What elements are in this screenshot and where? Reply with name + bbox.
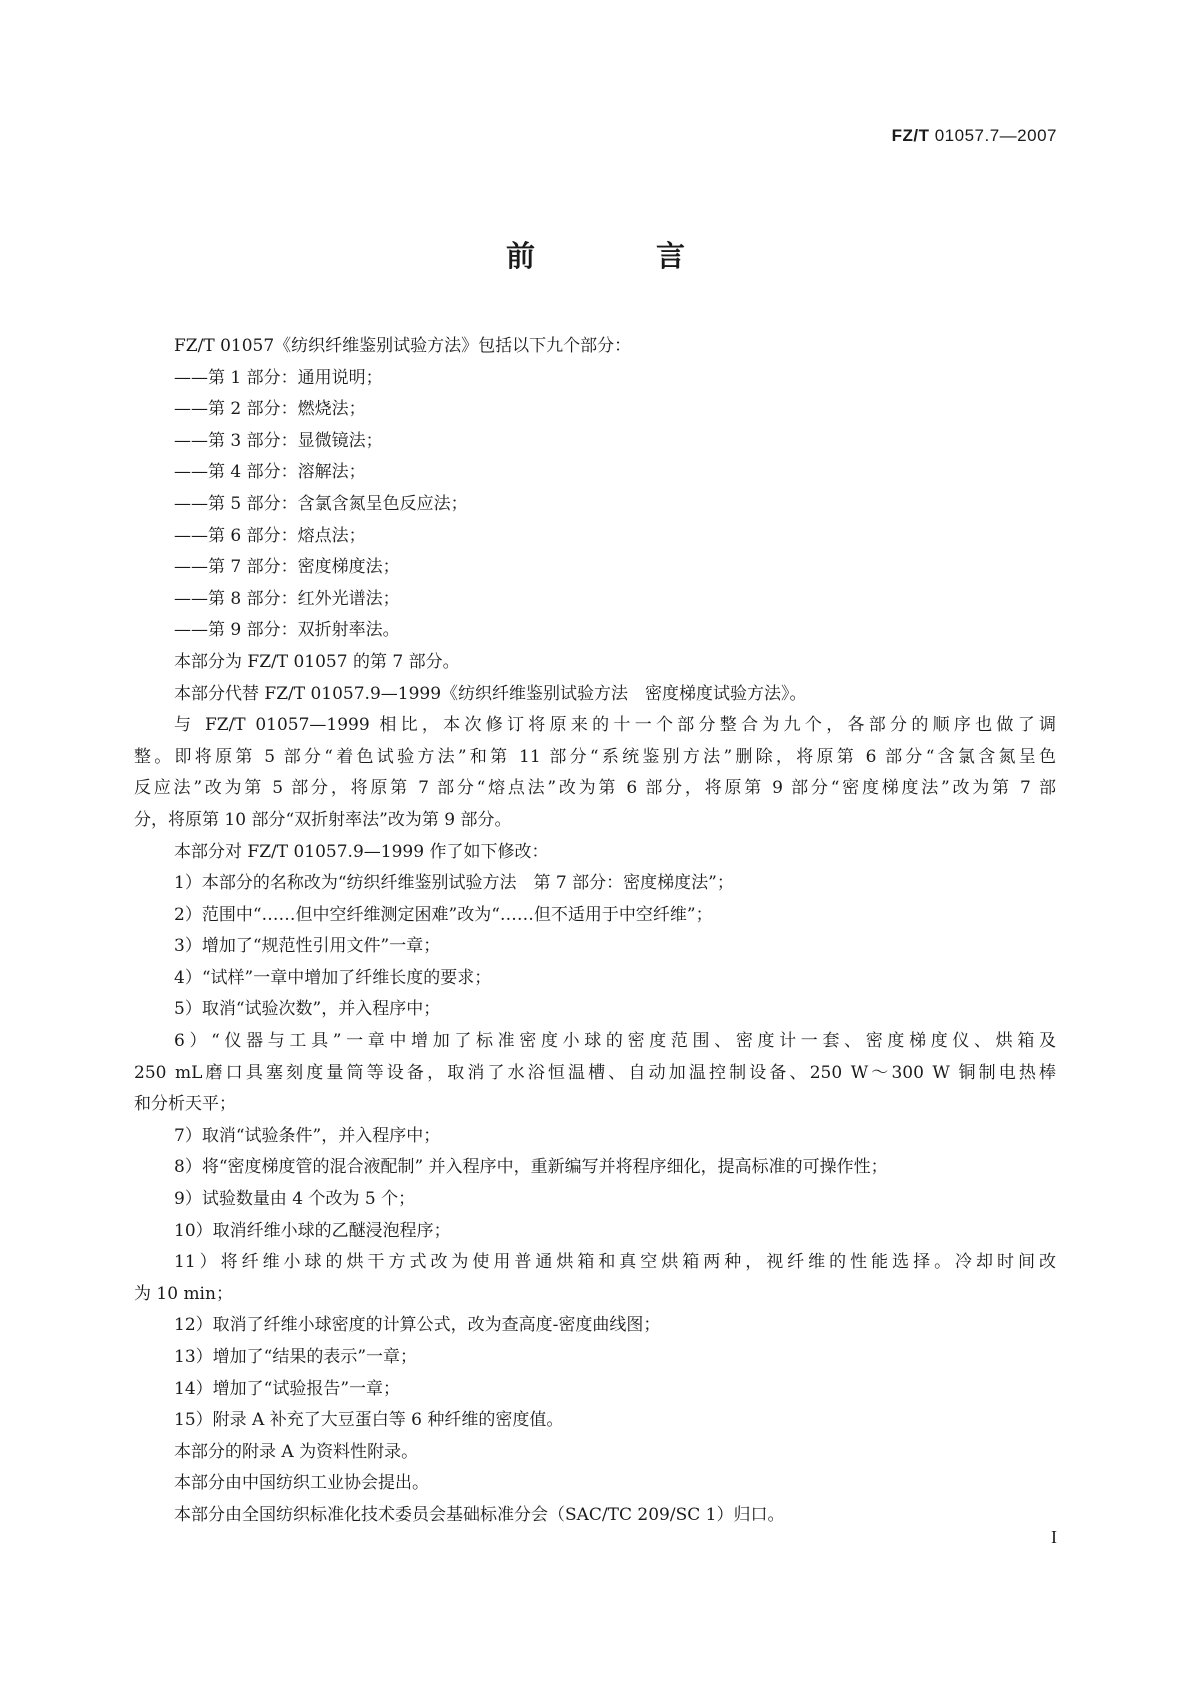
change-item: 7）取消“试验条件”，并入程序中；: [174, 1125, 441, 1146]
change-item: 10）取消纤维小球的乙醚浸泡程序；: [174, 1220, 451, 1241]
comparison-line: 分，将原第 10 部分“双折射率法”改为第 9 部分。: [134, 809, 512, 830]
page-number: I: [1051, 1527, 1057, 1547]
part-item: ——第 1 部分：通用说明；: [174, 367, 383, 388]
part-item: ——第 4 部分：溶解法；: [174, 462, 366, 483]
change-item-line: 11）将纤维小球的烘干方式改为使用普通烘箱和真空烘箱两种，视纤维的性能选择。冷却时间改: [174, 1252, 1056, 1273]
document-code-prefix: FZ/T: [891, 126, 930, 145]
change-item: 14）增加了“试验报告”一章；: [174, 1378, 401, 1399]
part-item: ——第 5 部分：含氯含氮呈色反应法；: [174, 493, 468, 514]
change-item: 9）试验数量由 4 个改为 5 个；: [174, 1189, 416, 1210]
change-item: 3）增加了“规范性引用文件”一章；: [174, 936, 441, 957]
comparison-paragraph: [134, 710, 1056, 836]
intro-paragraph: FZ/T 01057《纺织纤维鉴别试验方法》包括以下九个部分：: [174, 336, 632, 356]
change-item: 13）增加了“结果的表示”一章；: [174, 1347, 418, 1367]
document-code: [892, 126, 1057, 146]
part-item: ——第 2 部分：燃烧法；: [174, 399, 366, 420]
change-item-line: 250 mL磨口具塞刻度量筒等设备，取消了水浴恒温槽、自动加温控制设备、250 W～300 W 铜制电热棒: [134, 1062, 1056, 1083]
change-item: [134, 1247, 1056, 1310]
comparison-line: 反应法”改为第 5 部分，将原第 7 部分“熔点法”改为第 6 部分，将原第 9 部分“密度梯度法”改为第 7 部: [134, 778, 1056, 799]
change-item: 8）将“密度梯度管的混合液配制” 并入程序中，重新编写并将程序细化，提高标准的可操作性；: [174, 1157, 888, 1178]
managed-by: 本部分由全国纺织标准化技术委员会基础标准分会（SAC/TC 209/SC 1）归口。: [174, 1504, 785, 1525]
change-item: 4）“试样”一章中增加了纤维长度的要求；: [174, 967, 492, 988]
change-item: 12）取消了纤维小球密度的计算公式，改为查高度-密度曲线图；: [174, 1315, 661, 1336]
comparison-line: 整。即将原第 5 部分“着色试验方法”和第 11 部分“系统鉴别方法”删除，将原第 6 部分“含氯含氮呈色: [134, 746, 1056, 767]
change-item: 1）本部分的名称改为“纺织纤维鉴别试验方法 第 7 部分：密度梯度法”；: [174, 873, 734, 894]
annex-note: 本部分的附录 A 为资料性附录。: [174, 1441, 419, 1462]
change-item: 15）附录 A 补充了大豆蛋白等 6 种纤维的密度值。: [174, 1410, 564, 1431]
part-item: ——第 7 部分：密度梯度法；: [174, 557, 400, 578]
change-item-line: 和分析天平；: [134, 1094, 236, 1115]
change-item-line: 为 10 min；: [134, 1283, 233, 1304]
this-part-paragraph: 本部分为 FZ/T 01057 的第 7 部分。: [174, 651, 460, 672]
foreword-body: [134, 331, 1056, 1532]
changes-intro: 本部分对 FZ/T 01057.9—1999 作了如下修改：: [174, 841, 549, 862]
part-item: ——第 9 部分：双折射率法。: [174, 620, 400, 641]
part-item: ——第 8 部分：红外光谱法；: [174, 588, 400, 609]
page-title: 前 言: [505, 239, 731, 273]
document-code-number: 01057.7—2007: [934, 126, 1057, 145]
change-item: 5）取消“试验次数”，并入程序中；: [174, 999, 441, 1020]
change-item-line: 6）“仪器与工具”一章中增加了标准密度小球的密度范围、密度计一套、密度梯度仪、烘箱及: [174, 1031, 1056, 1052]
part-item: ——第 3 部分：显微镜法；: [174, 430, 383, 451]
change-item: 2）范围中“……但中空纤维测定困难”改为“……但不适用于中空纤维”；: [174, 904, 713, 925]
change-item: [134, 1026, 1056, 1121]
proposed-by: 本部分由中国纺织工业协会提出。: [174, 1473, 429, 1494]
comparison-line: 与 FZ/T 01057—1999 相比，本次修订将原来的十一个部分整合为九个，各部分的顺序也做了调: [174, 715, 1056, 736]
replaces-paragraph: 本部分代替 FZ/T 01057.9—1999《纺织纤维鉴别试验方法 密度梯度试验方法》。: [174, 683, 807, 704]
part-item: ——第 6 部分：熔点法；: [174, 525, 366, 546]
